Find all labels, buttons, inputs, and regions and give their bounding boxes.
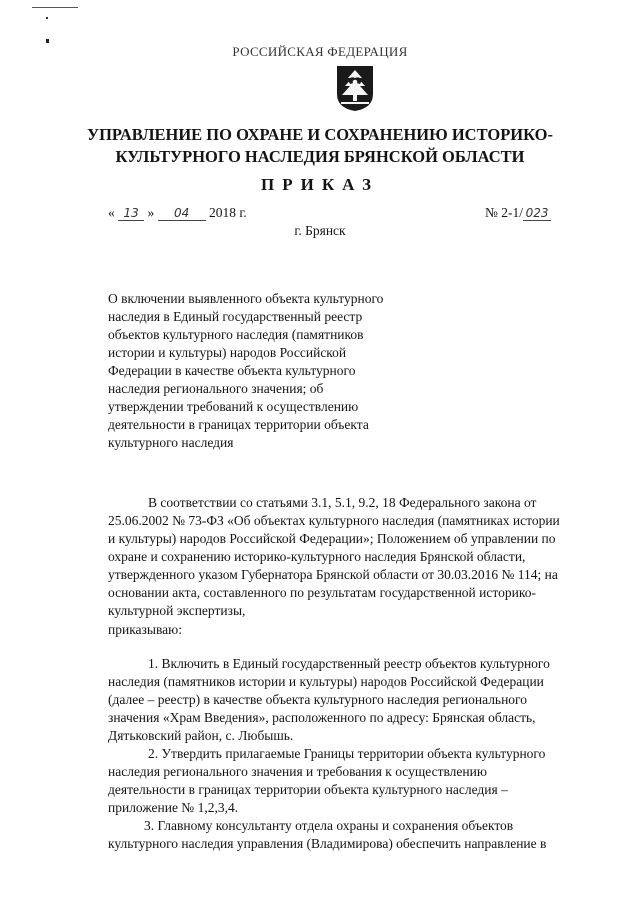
item-line: значения «Храм Введения», расположенного по адресу: Брянская область, [108, 710, 536, 725]
agency-name-line: КУЛЬТУРНОГО НАСЛЕДИЯ БРЯНСКОЙ ОБЛАСТИ [115, 147, 525, 166]
document-type-title: ПРИКАЗ [261, 175, 379, 194]
scan-artifact-dot [46, 39, 49, 43]
order-item-3 [108, 817, 604, 853]
subject-line: Федерации в качестве объекта культурного [108, 363, 356, 378]
item-line: 3. Главному консультанту отдела охраны и сохранения объектов [144, 818, 514, 833]
country-heading: РОССИЙСКАЯ ФЕДЕРАЦИЯ [232, 44, 408, 59]
subject-line: деятельности в границах территории объекта [108, 417, 369, 432]
date-close-quote: » [147, 205, 155, 220]
agency-name [0, 124, 640, 168]
subject-line: О включении выявленного объекта культурного [108, 291, 384, 306]
item-line: деятельности в границах территории объекта культурного наследия – [108, 782, 508, 797]
city-name: г. Брянск [294, 223, 346, 238]
order-number-handwritten: 023 [523, 206, 551, 221]
subject-line: объектов культурного наследия (памятников [108, 327, 364, 342]
order-number [485, 205, 551, 221]
item-line: культурного наследия управления (Владимирова) обеспечить направление в [108, 836, 547, 851]
subject-line: утверждении требований к осуществлению [108, 399, 359, 414]
preamble-paragraph [108, 494, 604, 620]
item-line: 1. Включить в Единый государственный реестр объектов культурного [148, 656, 550, 671]
order-item-1 [108, 655, 604, 745]
item-line: приложение № 1,2,3,4. [108, 800, 239, 815]
preamble-line: 25.06.2002 № 73-ФЗ «Об объектах культурного наследия (памятниках истории [108, 513, 560, 528]
order-item-2 [108, 745, 604, 817]
coat-of-arms-emblem-icon [335, 64, 375, 112]
date-year: 2018 г. [209, 205, 247, 220]
preamble-line: основании акта, составленного по результатам государственной историко- [108, 585, 536, 600]
scan-artifact-dot [46, 17, 48, 19]
order-date [108, 205, 247, 221]
preamble-line: культурной экспертизы, [108, 603, 246, 618]
date-day-handwritten: 13 [118, 206, 144, 221]
preamble-line: В соответствии со статьями 3.1, 5.1, 9.2, 18 Федерального закона от [148, 495, 537, 510]
subject-line: наследия регионального значения; об [108, 381, 324, 396]
scan-artifact-line [32, 7, 78, 8]
order-number-prefix: № 2-1/ [485, 205, 524, 220]
item-line: Дятьковский район, с. Любышь. [108, 728, 294, 743]
preamble-line: утвержденного указом Губернатора Брянской области от 30.03.2016 № 114; на [108, 567, 558, 582]
date-month-handwritten: 04 [158, 206, 206, 221]
item-line: 2. Утвердить прилагаемые Границы территории объекта культурного [148, 746, 546, 761]
preamble-line: и культуры) народов Российской Федерации»; Положением об управлении по [108, 531, 556, 546]
item-line: наследия (памятников истории и культуры) народов Российской Федерации [108, 674, 544, 689]
item-line: (далее – реестр) в качестве объекта культурного наследия регионального [108, 692, 528, 707]
date-open-quote: « [108, 205, 115, 220]
subject-line: наследия в Единый государственный реестр [108, 309, 363, 324]
preamble-line: охране и сохранению историко-культурного наследия Брянской области, [108, 549, 526, 564]
order-word: приказываю: [108, 622, 182, 637]
subject-line: истории и культуры) народов Российской [108, 345, 347, 360]
agency-name-line: УПРАВЛЕНИЕ ПО ОХРАНЕ И СОХРАНЕНИЮ ИСТОРИКО- [86, 125, 553, 144]
order-subject [108, 290, 409, 452]
item-line: наследия регионального значения и требования к осуществлению [108, 764, 487, 779]
subject-line: культурного наследия [108, 435, 234, 450]
